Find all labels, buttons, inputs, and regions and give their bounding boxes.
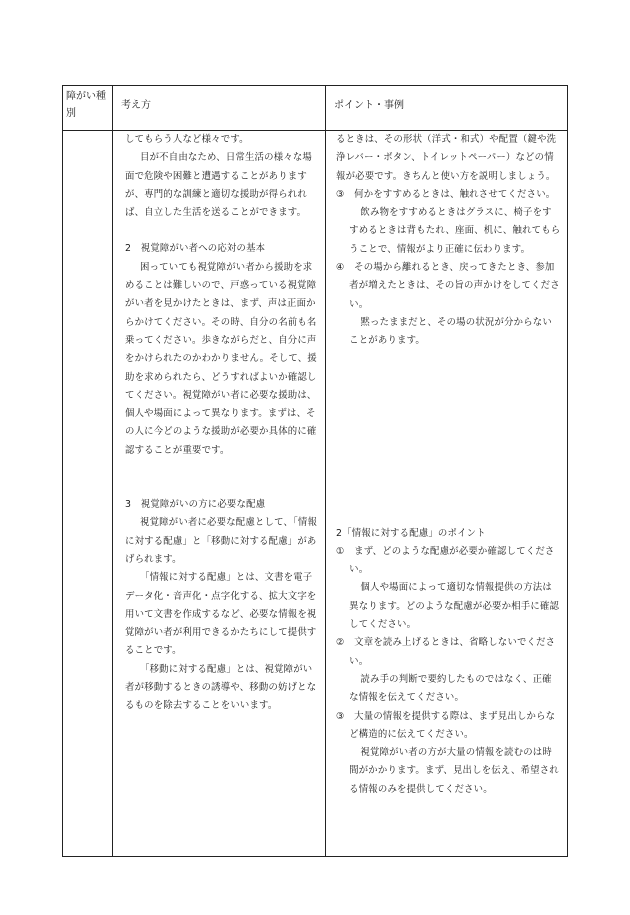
- concept-cell: [113, 131, 326, 857]
- concept-paragraph: してもらう人など様々です。: [125, 134, 249, 145]
- header-disability-type: 障がい種別: [63, 86, 113, 131]
- concept-paragraph: 困っていても視覚障がい者から援助を求めることは難しいので、戸惑っている視覚障がい者を見かけたときは、まず、声は正面からかけてください。その時、自分の名前も名乗ってください。歩きながらだと、自分に声をかけられたのかわかりません。そして、援助を求められたら、どうすればよいか確認してください。視覚障がい者に必要な援助は、個人や場面によって異なります。まずは、その人に今どのような援助が必要か具体的に確認することが重要です。: [125, 261, 317, 456]
- header-concept: 考え方: [113, 86, 326, 131]
- section-heading: 2「情報に対する配慮」のポイント: [336, 527, 486, 539]
- concept-paragraph: 目が不自由なため、日常生活の様々な場面で危険や困難と遭遇することがありますが、専門的な訓練と適切な援助が得られれば、自立した生活を送ることができます。: [125, 152, 313, 219]
- numbered-point: ② 文章を読み上げるときは、省略しないでください。: [336, 637, 556, 667]
- numbered-point: ③ 大量の情報を提供する際は、まず見出しからなど構造的に伝えてください。: [336, 710, 556, 740]
- table-header-row: [63, 86, 568, 131]
- point-detail: 黙ったままだと、その場の状況が分からないことがあります。: [349, 316, 552, 347]
- concept-paragraph: 「情報に対する配慮」とは、文書を電子データ化・音声化・点字化する、拡大文字を用いて文書を作成するなど、必要な情報を視覚障がい者が利用できるかたちにして提供することです。: [125, 572, 317, 657]
- numbered-point: ③ 何かをすすめるときは、触れさせてください。: [336, 188, 556, 200]
- points-paragraph: るときは、その形状（洋式・和式）や配置（鍵や洗浄レバー・ボタン、トイレットペーパー）などの情報が必要です。きちんと使い方を説明しましょう。: [336, 134, 557, 182]
- point-detail: 飲み物をすすめるときはグラスに、椅子をすすめるときは背もたれ、座面、机に、触れてもらうことで、情報がより正確に伝わります。: [349, 207, 561, 255]
- point-detail: 読み手の判断で要約したものではなく、正確な情報を伝えてください。: [349, 673, 552, 704]
- concept-paragraph: 視覚障がい者に必要な配慮として、「情報に対する配慮」と「移動に対する配慮」があげられます。: [125, 517, 318, 565]
- numbered-point: ① まず、どのような配慮が必要か確認してください。: [336, 545, 555, 576]
- header-points-examples: ポイント・事例: [326, 86, 568, 131]
- points-cell: [326, 131, 568, 857]
- numbered-point: ④ その場から離れるとき、戻ってきたとき、参加者が増えたときは、その旨の声かけをしてください。: [336, 262, 560, 310]
- disability-type-cell: [63, 131, 113, 857]
- concept-paragraph: 「移動に対する配慮」とは、視覚障がい者が移動するときの誘導や、移動の妨げとなるものを除去することをいいます。: [125, 663, 317, 712]
- section-heading: 2 視覚障がい者への応対の基本: [125, 243, 266, 255]
- point-detail: 視覚障がい者の方が大量の情報を読むのは時間がかかります。まず、見出しを伝え、希望される情報のみを提供してください。: [349, 747, 559, 795]
- section-heading: 3 視覚障がいの方に必要な配慮: [125, 499, 266, 511]
- guideline-table: [62, 85, 568, 857]
- point-detail: 個人や場面によって適切な情報提供の方法は異なります。どのような配慮が必要か相手に確認してください。: [349, 582, 560, 631]
- table-body-row: [63, 131, 568, 857]
